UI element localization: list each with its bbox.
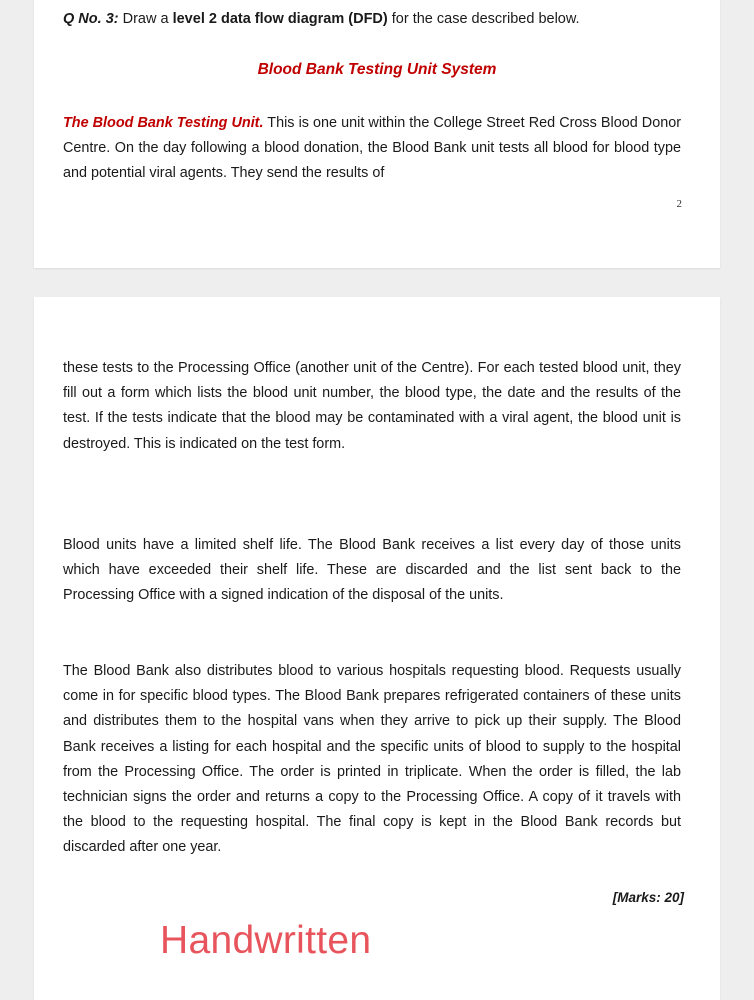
- document-page-2: [34, 297, 720, 1000]
- paragraph-1-text: This is one unit within the College Street Red Cross Blood Donor Centre. On the day following a blood donation, the Blood Bank unit tests all blood for blood type and potential viral agents. They send the results of: [63, 115, 681, 182]
- handwritten-note: Handwritten: [160, 919, 372, 962]
- paragraph-2: these tests to the Processing Office (another unit of the Centre). For each tested blood unit, they fill out a form which lists the blood unit number, the blood type, the date and the results of the test. If the tests indicate that the blood may be contaminated with a viral agent, the blood unit is destroyed. This is indicated on the test form.: [63, 360, 681, 452]
- paragraph-1-lead: The Blood Bank Testing Unit.: [63, 115, 264, 131]
- marks-label: [Marks: 20]: [612, 890, 684, 905]
- question-text-before: Draw a: [118, 11, 173, 27]
- question-number: Q No. 3:: [63, 11, 119, 27]
- document-page-1: [34, 0, 720, 268]
- paragraph-1: [63, 111, 681, 187]
- paragraph-3: Blood units have a limited shelf life. The Blood Bank receives a list every day of those units which have exceeded their shelf life. These are discarded and the list sent back to the Processing Office with a signed indication of the disposal of the units.: [63, 537, 681, 604]
- page-number: 2: [676, 198, 682, 210]
- question-text-after: for the case described below.: [387, 11, 580, 27]
- question-bold-text: level 2 data flow diagram (DFD): [172, 11, 388, 27]
- paragraph-4: The Blood Bank also distributes blood to various hospitals requesting blood. Requests usually come in for specific blood types. The Blood Bank prepares refrigerated containers of these units and distributes them to the hospital vans when they arrive to pick up their supply. The Blood Bank receives a listing for each hospital and the specific units of blood to supply to the hospital from the Processing Office. The order is printed in triplicate. When the order is filled, the lab technician signs the order and returns a copy to the Processing Office. A copy of it travels with the blood to the requesting hospital. The final copy is kept in the Blood Bank records but discarded after one year.: [63, 663, 681, 856]
- question-heading: [63, 9, 703, 29]
- document-title: Blood Bank Testing Unit System: [257, 61, 497, 78]
